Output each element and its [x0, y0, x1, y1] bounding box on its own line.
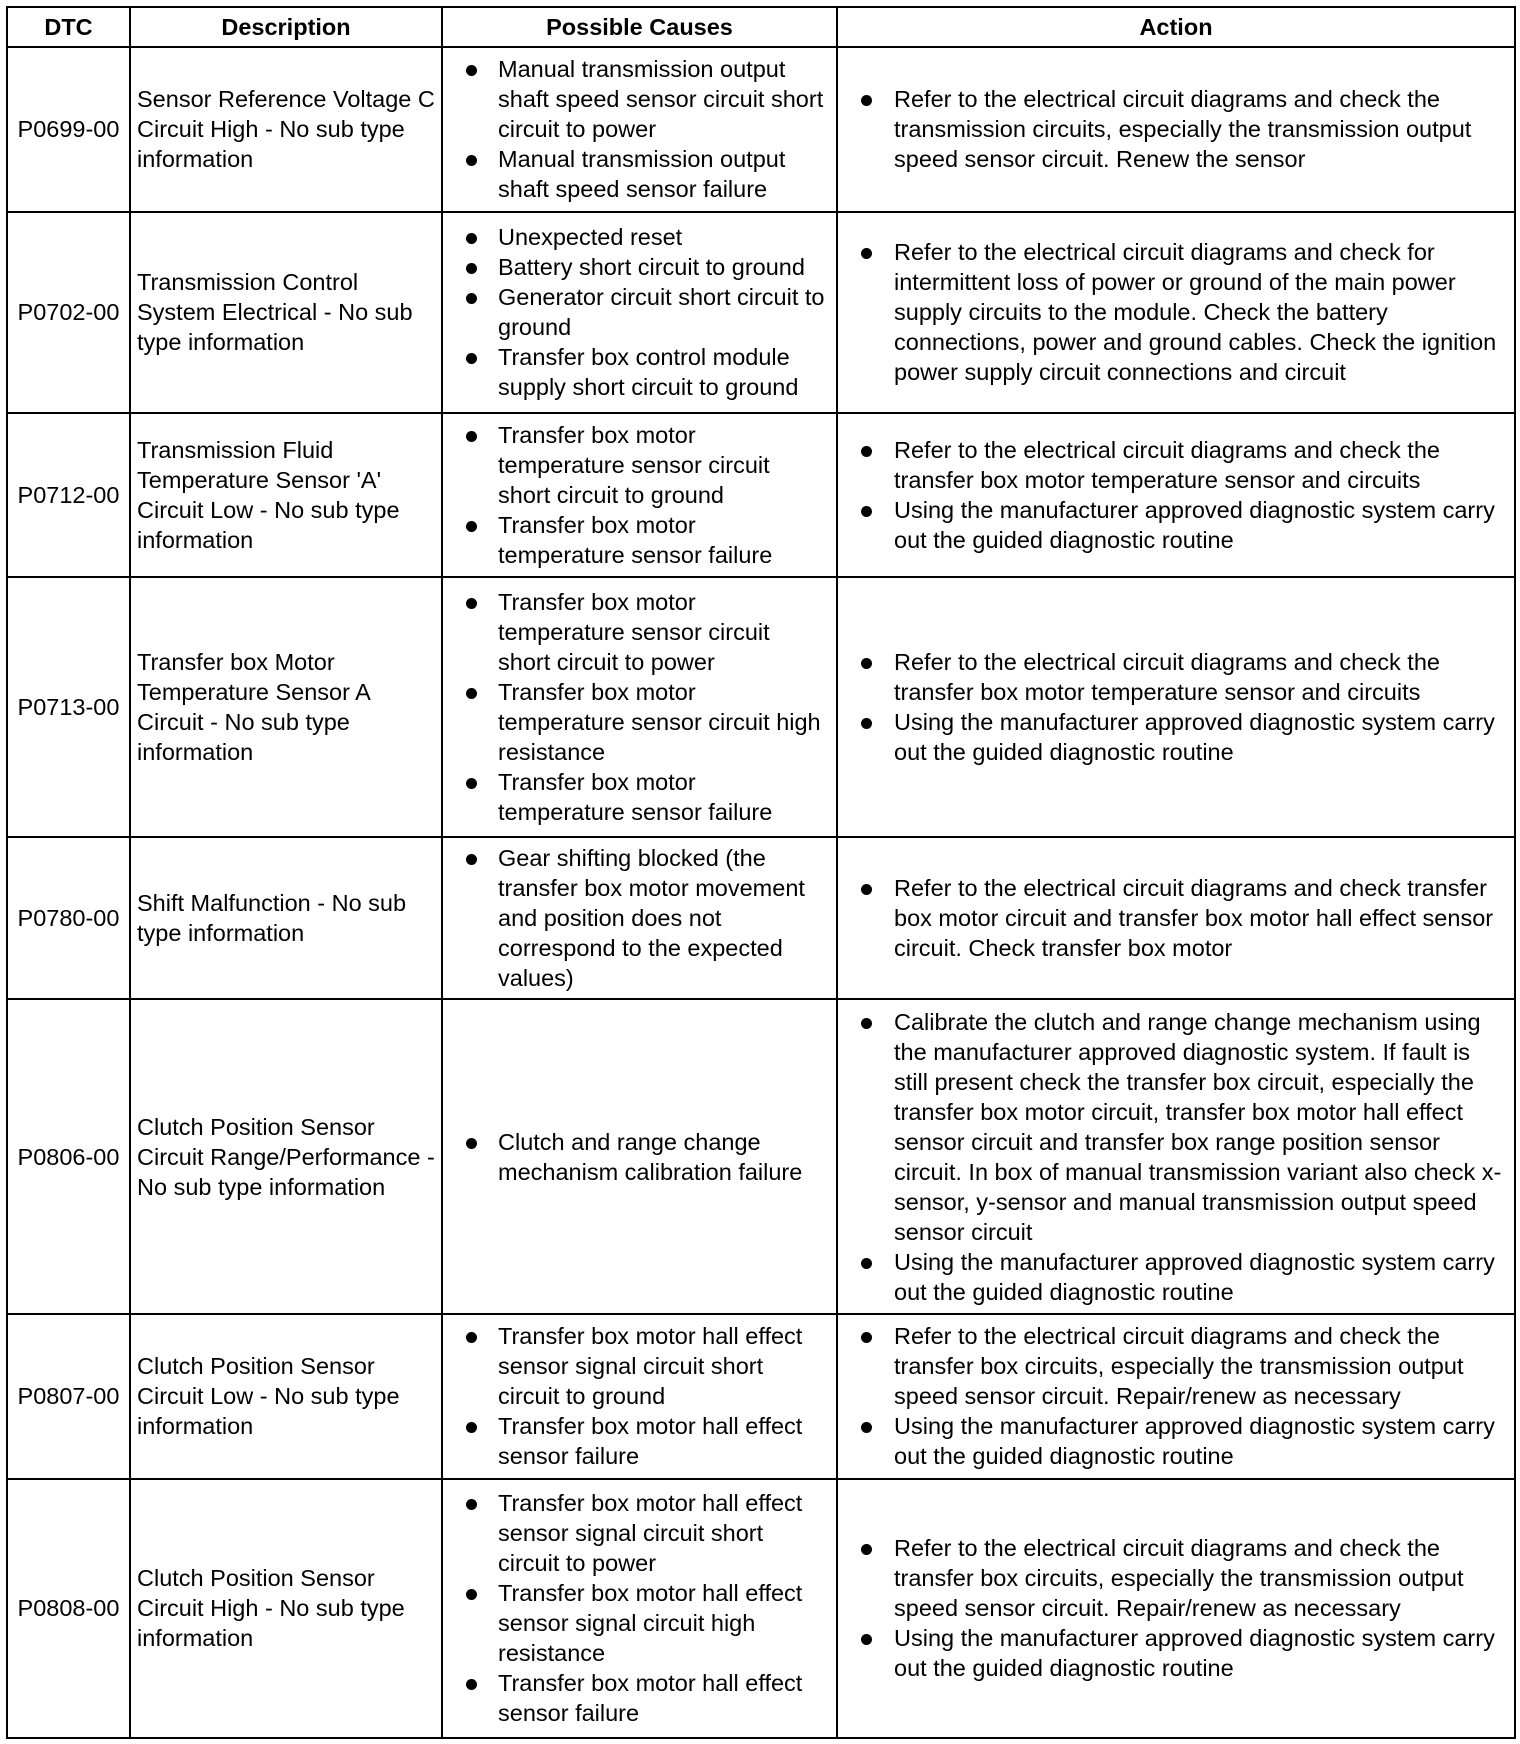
possible-causes-cell	[442, 1479, 837, 1738]
cause-item: Generator circuit short circuit to ground	[449, 282, 830, 342]
action-item: Refer to the electrical circuit diagrams and check the transmission circuits, especially the transmission output speed sensor circuit. Renew the sensor	[844, 84, 1508, 174]
cause-item: Transfer box motor hall effect sensor signal circuit short circuit to power	[449, 1488, 830, 1578]
possible-causes-cell	[442, 47, 837, 212]
cause-item: Manual transmission output shaft speed sensor failure	[449, 144, 830, 204]
dtc-code: P0702-00	[7, 212, 130, 413]
actions-list	[844, 873, 1508, 963]
dtc-description: Clutch Position Sensor Circuit Range/Performance - No sub type information	[130, 999, 442, 1313]
action-cell	[837, 413, 1515, 578]
possible-causes-cell	[442, 577, 837, 836]
dtc-code: P0807-00	[7, 1314, 130, 1479]
actions-list	[844, 647, 1508, 767]
cause-item: Transfer box motor temperature sensor circuit short circuit to ground	[449, 420, 830, 510]
cause-item: Transfer box motor temperature sensor circuit short circuit to power	[449, 587, 830, 677]
cause-item: Battery short circuit to ground	[449, 252, 830, 282]
cause-item: Clutch and range change mechanism calibration failure	[449, 1127, 830, 1187]
possible-causes-cell	[442, 212, 837, 413]
action-item: Refer to the electrical circuit diagrams and check the transfer box circuits, especially the transmission output speed sensor circuit. Repair/renew as necessary	[844, 1533, 1508, 1623]
dtc-code: P0699-00	[7, 47, 130, 212]
actions-list	[844, 237, 1508, 387]
action-item: Refer to the electrical circuit diagrams and check transfer box motor circuit and transfer box motor hall effect sensor circuit. Check transfer box motor	[844, 873, 1508, 963]
table-row	[7, 1479, 1515, 1738]
causes-list	[449, 54, 830, 204]
action-item: Refer to the electrical circuit diagrams and check the transfer box motor temperature sensor and circuits	[844, 647, 1508, 707]
dtc-code: P0806-00	[7, 999, 130, 1313]
table-row	[7, 212, 1515, 413]
dtc-description: Shift Malfunction - No sub type information	[130, 837, 442, 1000]
causes-list	[449, 587, 830, 827]
action-item: Using the manufacturer approved diagnostic system carry out the guided diagnostic routine	[844, 707, 1508, 767]
actions-list	[844, 435, 1508, 555]
causes-list	[449, 420, 830, 570]
action-cell	[837, 837, 1515, 1000]
action-item: Refer to the electrical circuit diagrams and check the transfer box circuits, especially the transmission output speed sensor circuit. Repair/renew as necessary	[844, 1321, 1508, 1411]
action-item: Using the manufacturer approved diagnostic system carry out the guided diagnostic routine	[844, 495, 1508, 555]
cause-item: Transfer box motor temperature sensor failure	[449, 767, 830, 827]
cause-item: Gear shifting blocked (the transfer box motor movement and position does not correspond to the expected values)	[449, 843, 830, 993]
causes-list	[449, 843, 830, 993]
table-row	[7, 577, 1515, 836]
cause-item: Transfer box motor temperature sensor circuit high resistance	[449, 677, 830, 767]
action-item: Using the manufacturer approved diagnostic system carry out the guided diagnostic routine	[844, 1247, 1508, 1307]
possible-causes-cell	[442, 999, 837, 1313]
action-item: Using the manufacturer approved diagnostic system carry out the guided diagnostic routine	[844, 1411, 1508, 1471]
action-cell	[837, 212, 1515, 413]
table-row	[7, 47, 1515, 212]
actions-list	[844, 84, 1508, 174]
dtc-code: P0808-00	[7, 1479, 130, 1738]
dtc-code: P0780-00	[7, 837, 130, 1000]
cause-item: Transfer box motor hall effect sensor failure	[449, 1668, 830, 1728]
action-cell	[837, 1314, 1515, 1479]
cause-item: Manual transmission output shaft speed sensor circuit short circuit to power	[449, 54, 830, 144]
action-item: Refer to the electrical circuit diagrams and check the transfer box motor temperature sensor and circuits	[844, 435, 1508, 495]
possible-causes-cell	[442, 1314, 837, 1479]
dtc-description: Sensor Reference Voltage C Circuit High - No sub type information	[130, 47, 442, 212]
actions-list	[844, 1533, 1508, 1683]
action-item: Using the manufacturer approved diagnostic system carry out the guided diagnostic routine	[844, 1623, 1508, 1683]
action-cell	[837, 47, 1515, 212]
dtc-description: Clutch Position Sensor Circuit Low - No sub type information	[130, 1314, 442, 1479]
dtc-description: Clutch Position Sensor Circuit High - No sub type information	[130, 1479, 442, 1738]
header-dtc: DTC	[7, 7, 130, 47]
table-body	[7, 47, 1515, 1738]
action-cell	[837, 1479, 1515, 1738]
header-row	[7, 7, 1515, 47]
dtc-code: P0713-00	[7, 577, 130, 836]
table-header	[7, 7, 1515, 47]
causes-list	[449, 1321, 830, 1471]
action-cell	[837, 999, 1515, 1313]
cause-item: Transfer box motor temperature sensor failure	[449, 510, 830, 570]
action-item: Refer to the electrical circuit diagrams and check for intermittent loss of power or ground of the main power supply circuits to the module. Check the battery connections, power and ground cables. Check the ignition power supply circuit connections and circuit	[844, 237, 1508, 387]
header-possible-causes: Possible Causes	[442, 7, 837, 47]
dtc-table	[6, 6, 1516, 1739]
possible-causes-cell	[442, 413, 837, 578]
cause-item: Transfer box motor hall effect sensor signal circuit high resistance	[449, 1578, 830, 1668]
cause-item: Unexpected reset	[449, 222, 830, 252]
causes-list	[449, 222, 830, 402]
action-cell	[837, 577, 1515, 836]
cause-item: Transfer box motor hall effect sensor signal circuit short circuit to ground	[449, 1321, 830, 1411]
table-row	[7, 837, 1515, 1000]
header-description: Description	[130, 7, 442, 47]
possible-causes-cell	[442, 837, 837, 1000]
cause-item: Transfer box motor hall effect sensor failure	[449, 1411, 830, 1471]
dtc-code: P0712-00	[7, 413, 130, 578]
actions-list	[844, 1007, 1508, 1307]
table-row	[7, 413, 1515, 578]
cause-item: Transfer box control module supply short circuit to ground	[449, 342, 830, 402]
dtc-description: Transfer box Motor Temperature Sensor A Circuit - No sub type information	[130, 577, 442, 836]
action-item: Calibrate the clutch and range change mechanism using the manufacturer approved diagnostic system. If fault is still present check the transfer box circuit, especially the transfer box motor circuit, transfer box motor hall effect sensor circuit and transfer box range position sensor circuit. In box of manual transmission variant also check x-sensor, y-sensor and manual transmission output speed sensor circuit	[844, 1007, 1508, 1247]
header-action: Action	[837, 7, 1515, 47]
causes-list	[449, 1488, 830, 1728]
table-row	[7, 999, 1515, 1313]
dtc-description: Transmission Fluid Temperature Sensor 'A' Circuit Low - No sub type information	[130, 413, 442, 578]
actions-list	[844, 1321, 1508, 1471]
dtc-description: Transmission Control System Electrical - No sub type information	[130, 212, 442, 413]
table-row	[7, 1314, 1515, 1479]
causes-list	[449, 1127, 830, 1187]
